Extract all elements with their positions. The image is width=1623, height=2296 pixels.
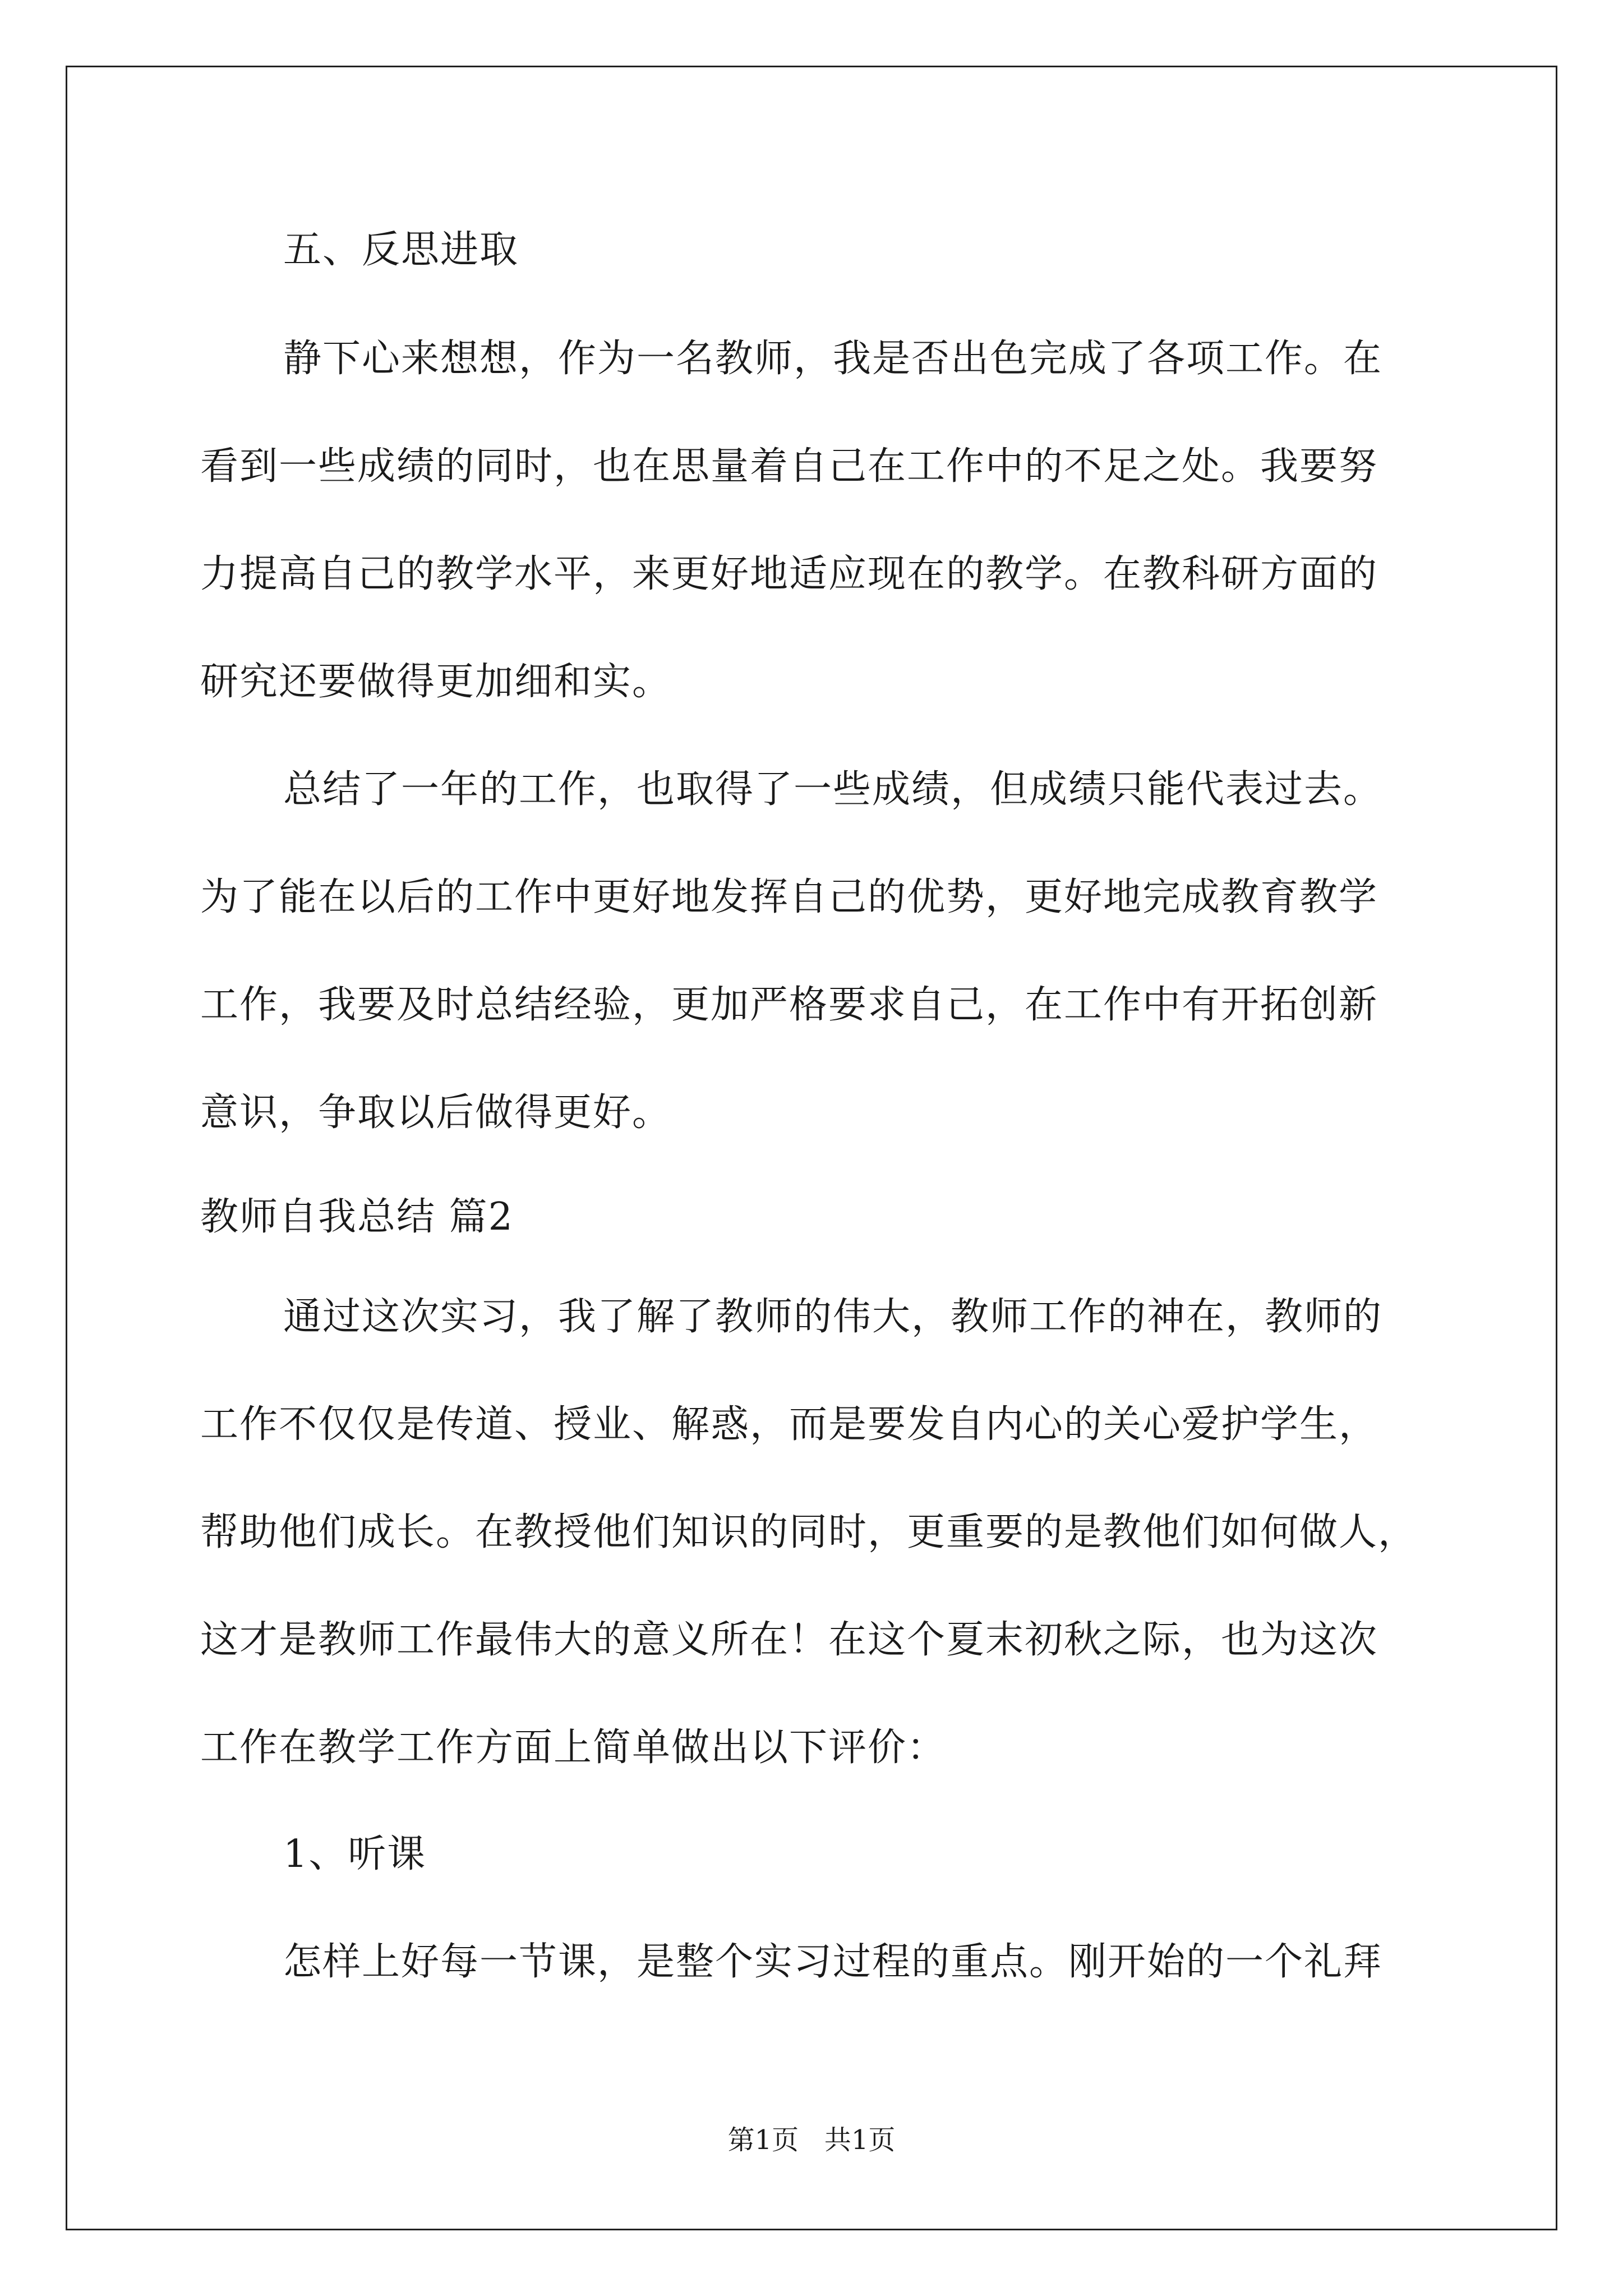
paragraph-line: 总结了一年的工作，也取得了一些成绩，但成绩只能代表过去。 xyxy=(283,767,1383,812)
page-footer: 第1页 共1页 xyxy=(727,2124,896,2156)
paragraph-line: 为了能在以后的工作中更好地发挥自己的优势，更好地完成教育教学 xyxy=(200,875,1378,919)
paragraph-line: 帮助他们成长。在教授他们知识的同时，更重要的是教他们如何做人， xyxy=(200,1510,1418,1554)
paragraph-line: 这才是教师工作最伟大的意义所在！在这个夏末初秋之际，也为这次 xyxy=(200,1618,1378,1662)
paragraph-line: 研究还要做得更加细和实。 xyxy=(200,660,672,704)
paragraph-line: 工作不仅仅是传道、授业、解惑，而是要发自内心的关心爱护学生， xyxy=(200,1402,1378,1447)
section-heading: 五、反思进取 xyxy=(283,228,519,272)
page-border xyxy=(66,66,1557,2230)
paragraph-line: 工作，我要及时总结经验，更加严格要求自己，在工作中有开拓创新 xyxy=(200,983,1378,1027)
paragraph-line: 看到一些成绩的同时，也在思量着自己在工作中的不足之处。我要努 xyxy=(200,444,1378,489)
article-title: 教师自我总结 篇2 xyxy=(200,1195,514,1239)
paragraph-line: 静下心来想想，作为一名教师，我是否出色完成了各项工作。在 xyxy=(283,337,1383,381)
section-heading: 1、听课 xyxy=(283,1832,427,1876)
paragraph-line: 通过这次实习，我了解了教师的伟大，教师工作的神在，教师的 xyxy=(283,1295,1383,1339)
paragraph-line: 工作在教学工作方面上简单做出以下评价： xyxy=(200,1726,947,1770)
paragraph-line: 力提高自己的教学水平，来更好地适应现在的教学。在教科研方面的 xyxy=(200,552,1378,596)
paragraph-line: 意识，争取以后做得更好。 xyxy=(200,1091,672,1135)
paragraph-line: 怎样上好每一节课，是整个实习过程的重点。刚开始的一个礼拜 xyxy=(283,1940,1383,1984)
